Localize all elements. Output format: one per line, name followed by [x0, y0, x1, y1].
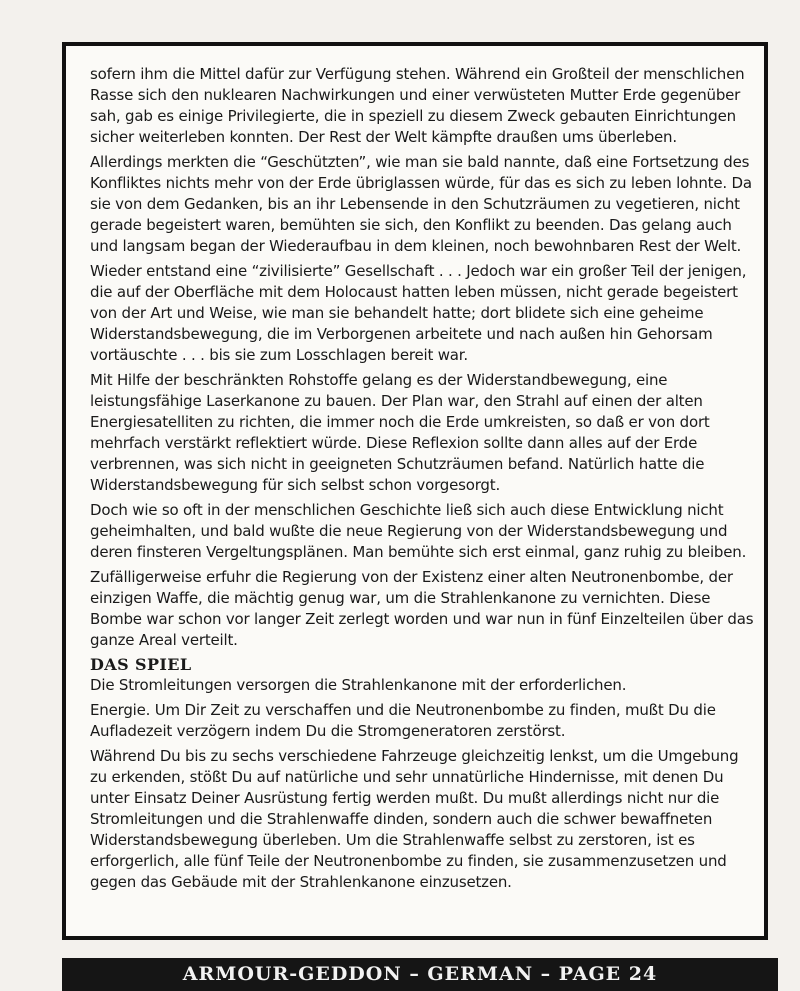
paragraph: Während Du bis zu sechs verschiedene Fahrzeuge gleichzeitig lenkst, um die Umgebung zu erkenden, stößt Du auf natürliche und sehr unnatürliche Hindernisse, mit denen Du unter Einsatz Deiner Ausrüstung fertig werden mußt. Du mußt allerdings nicht nur die Stromleitungen und die Strahlenwaffe dinden, sondern auch die schwer bewaffneten Widerstandsbewegung überleben. Um die Strahlenwaffe selbst zu zerstoren, ist es erforgerlich, alle fünf Teile der Neutronenbombe zu finden, sie zusammenzusetzen und gegen das Gebäude mit der Strahlenkanone einzusetzen.	[90, 747, 739, 891]
text-body	[90, 64, 754, 897]
paragraph: Doch wie so oft in der menschlichen Geschichte ließ sich auch diese Entwicklung nicht geheimhalten, und bald wußte die neue Regierung von der Widerstandsbewegung und deren finsteren Vergeltungsplänen. Man bemühte sich erst einmal, ganz ruhig zu bleiben.	[90, 501, 747, 561]
paragraph: Wieder entstand eine “zivilisierte” Gesellschaft . . . Jedoch war ein großer Teil der jenigen, die auf der Oberfläche mit dem Holocaust hatten leben müssen, nicht gerade begeistert von der Art und Weise, wie man sie behandelt hatte; dort blidete sich eine geheime Widerstandsbewegung, die im Verborgenen arbeitete und nach außen hin Gehorsam vortäuschte . . . bis sie zum Losschlagen bereit war.	[90, 262, 747, 364]
paragraph: Allerdings merkten die “Geschützten”, wie man sie bald nannte, daß eine Fortsetzung des Konfliktes nichts mehr von der Erde übriglassen würde, für das es sich zu leben lohnte. Da sie von dem Gedanken, bis an ihr Lebensende in den Schutzräumen zu vegetieren, nicht gerade begeistert waren, bemühten sie sich, den Konflikt zu beenden. Das gelang auch und langsam began der Wiederaufbau in dem kleinen, noch bewohnbaren Rest der Welt.	[90, 153, 752, 255]
paragraph: Energie. Um Dir Zeit zu verschaffen und die Neutronenbombe zu finden, mußt Du die Aufladezeit verzögern indem Du die Stromgeneratoren zerstörst.	[90, 701, 716, 740]
page-frame	[62, 42, 768, 940]
paragraph: Zufälligerweise erfuhr die Regierung von der Existenz einer alten Neutronenbombe, der einzigen Waffe, die mächtig genug war, um die Strahlenkanone zu vernichten. Diese Bombe war schon vor langer Zeit zerlegt worden und war nun in fünf Einzelteilen über das ganze Areal verteilt.	[90, 568, 754, 649]
paragraph: Mit Hilfe der beschränkten Rohstoffe gelang es der Widerstandbewegung, eine leistungsfähige Laserkanone zu bauen. Der Plan war, den Strahl auf einen der alten Energiesatelliten zu richten, die immer noch die Erde umkreisten, so daß er von dort mehrfach verstärkt reflektiert würde. Diese Reflexion sollte dann alles auf der Erde verbrennen, was sich nicht in geeigneten Schutzräumen befand. Natürlich hatte die Widerstandsbewegung für sich selbst schon vorgesorgt.	[90, 371, 710, 494]
paragraph: Die Stromleitungen versorgen die Strahlenkanone mit der erforderlichen.	[90, 676, 627, 694]
paragraph: sofern ihm die Mittel dafür zur Verfügung stehen. Während ein Großteil der menschlichen Rasse sich den nuklearen Nachwirkungen und einer verwüsteten Mutter Erde gegenüber sah, gab es einige Privilegierte, die in speziell zu diesem Zweck gebauten Einrichtungen sicher weiterleben konnten. Der Rest der Welt kämpfte draußen ums überleben.	[90, 65, 745, 146]
section-heading: DAS SPIEL	[90, 655, 192, 674]
page-footer: ARMOUR-GEDDON – GERMAN – PAGE 24	[62, 958, 778, 991]
